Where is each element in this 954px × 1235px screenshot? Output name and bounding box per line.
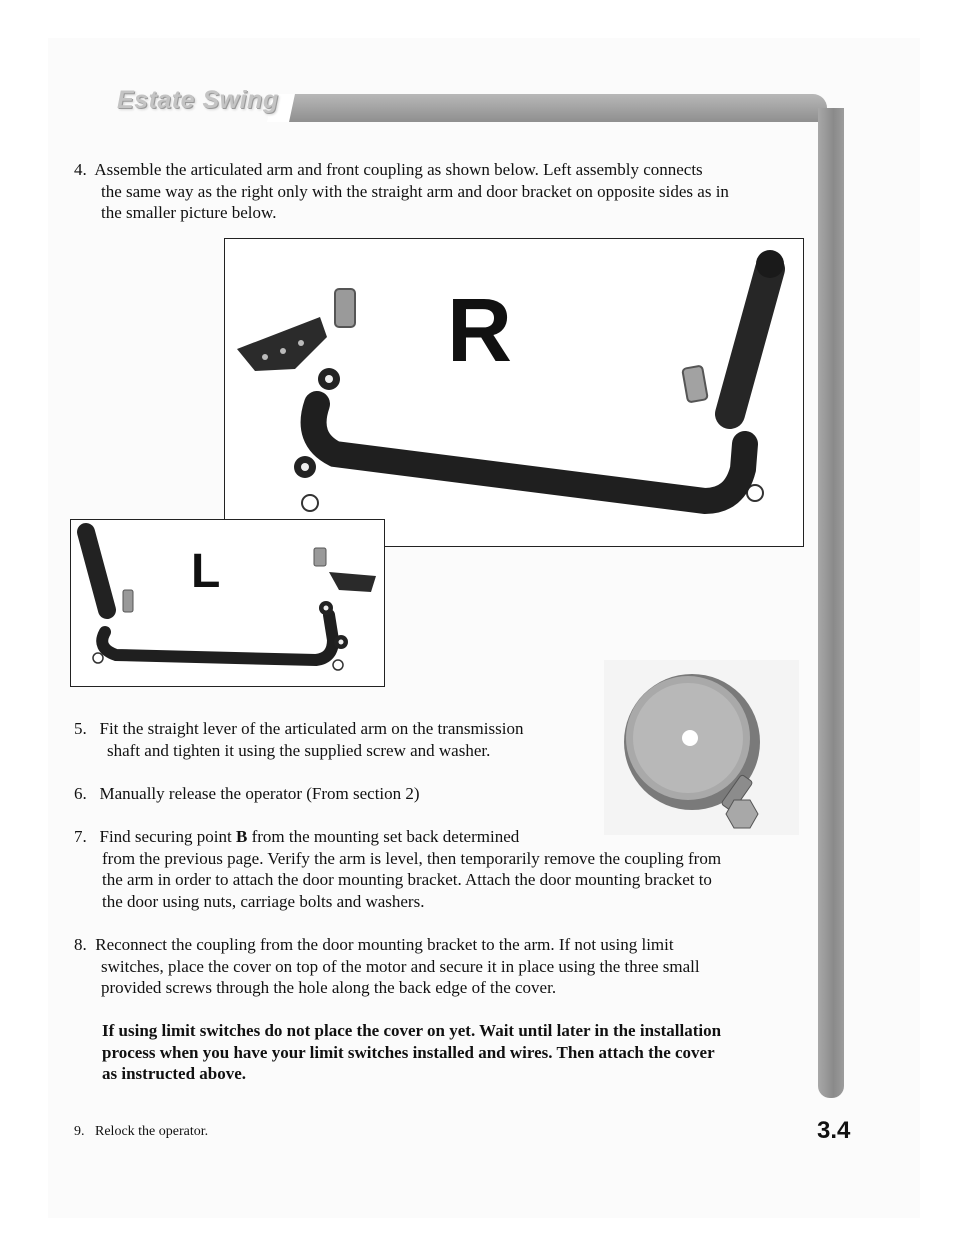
step-text: Relock the operator.	[95, 1124, 209, 1139]
side-rail	[818, 108, 844, 1098]
left-label: L	[191, 545, 221, 598]
clip-icon	[302, 495, 318, 511]
header-banner	[282, 94, 827, 122]
warning-line: If using limit switches do not place the cover on yet. Wait until later in the installation	[102, 1021, 722, 1040]
step-8	[74, 934, 804, 999]
step-text-line: provided screws through the hole along the back edge of the cover.	[101, 978, 557, 998]
step-text-line: the same way as the right only with the straight arm and door bracket on opposite sides as in	[101, 181, 729, 201]
step-text-line: shaft and tighten it using the supplied screw and washer.	[107, 740, 491, 760]
door-bracket-icon	[329, 572, 376, 592]
coupling-bar-icon	[314, 404, 745, 501]
step-4	[74, 159, 804, 224]
bushing-icon	[314, 548, 326, 566]
step-text: Reconnect the coupling from the door mounting bracket to the arm. If not using limit	[95, 935, 674, 954]
step-number: 6.	[74, 784, 87, 803]
step-number: 7.	[74, 827, 87, 846]
coupling-bar-icon	[102, 615, 333, 660]
limit-switch-warning	[102, 1020, 802, 1085]
step-number: 9.	[74, 1124, 85, 1139]
right-label: R	[447, 281, 512, 381]
bushing-icon	[123, 590, 133, 612]
step-7	[74, 826, 804, 912]
securing-point-label: B	[235, 827, 248, 846]
warning-line: as instructed above.	[102, 1064, 247, 1084]
clip-icon	[93, 653, 103, 663]
bushing-icon	[335, 289, 355, 327]
step-9	[74, 1124, 208, 1140]
step-text-line: the smaller picture below.	[101, 203, 277, 223]
step-text: from the mounting set back determined	[247, 827, 520, 846]
step-text-line: switches, place the cover on top of the motor and secure it in place using the three small	[101, 956, 700, 976]
step-text: Fit the straight lever of the articulated arm on the transmission	[99, 719, 524, 738]
left-assembly-figure	[70, 519, 385, 687]
step-text-line: the door using nuts, carriage bolts and washers.	[102, 891, 425, 911]
step-text-line: from the previous page. Verify the arm is level, then temporarily remove the coupling from	[102, 848, 722, 868]
clip-icon	[333, 660, 343, 670]
straight-arm-icon	[86, 532, 107, 610]
bushing-icon	[682, 366, 708, 403]
step-5	[74, 718, 523, 761]
left-assembly-image	[71, 520, 384, 686]
page-number: 3.4	[817, 1117, 851, 1144]
pulley-and-screw-image	[604, 660, 799, 835]
estate-swing-logo: Estate Swing	[117, 86, 279, 114]
step-text: Manually release the operator (From section 2)	[99, 784, 420, 803]
right-assembly-image	[225, 239, 803, 546]
step-text: Assemble the articulated arm and front coupling as shown below. Left assembly connects	[94, 160, 703, 179]
door-bracket-icon	[237, 317, 327, 371]
warning-line: process when you have your limit switches installed and wires. Then attach the cover	[102, 1042, 715, 1062]
right-assembly-figure	[224, 238, 804, 547]
step-number: 8.	[74, 935, 87, 954]
step-text: Find securing point	[99, 827, 236, 846]
straight-arm-icon	[730, 269, 770, 414]
step-number: 4.	[74, 160, 87, 179]
step-text-line: the arm in order to attach the door mounting bracket. Attach the door mounting bracket to	[102, 870, 712, 890]
step-6	[74, 783, 420, 805]
step-number: 5.	[74, 719, 87, 738]
